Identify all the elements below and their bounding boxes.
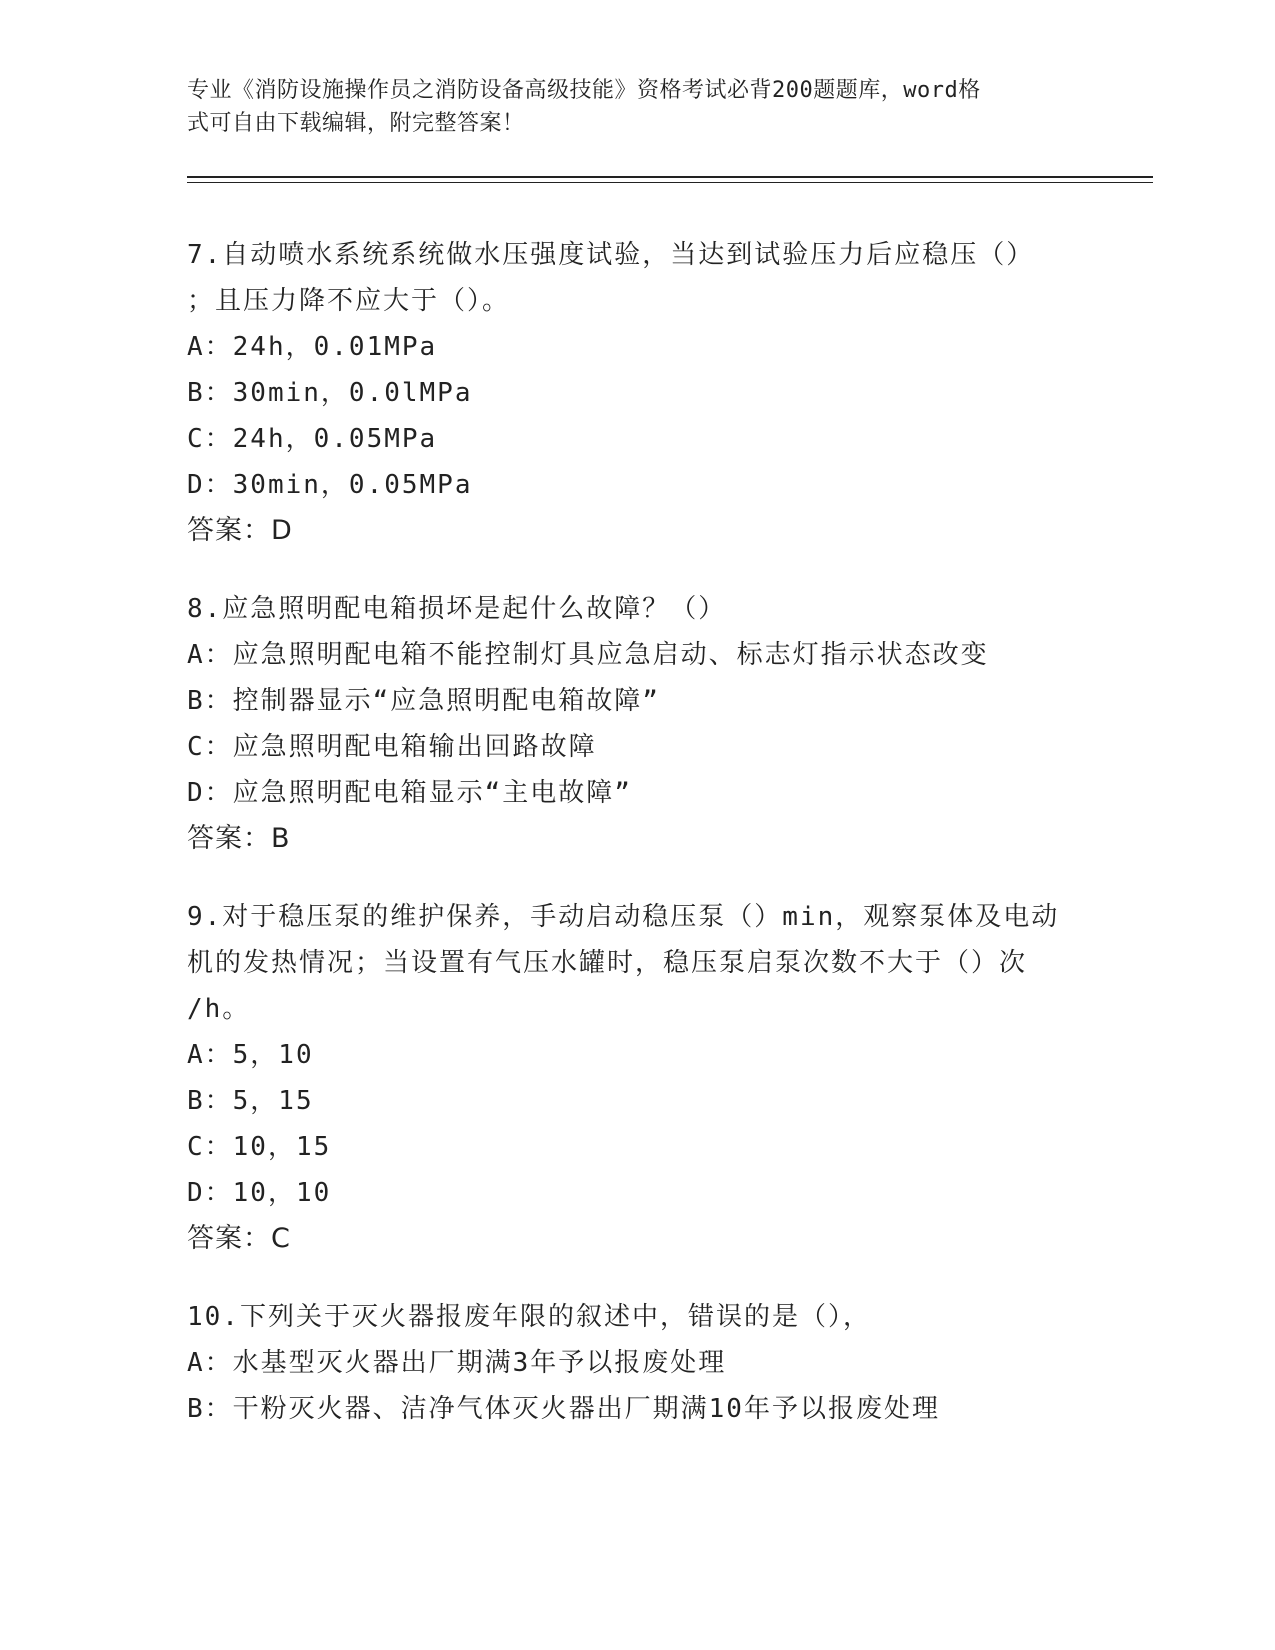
option-b: B：控制器显示“应急照明配电箱故障” bbox=[187, 686, 660, 716]
question-stem: ；且压力降不应大于（）。 bbox=[187, 286, 511, 316]
option-b: B：5，15 bbox=[187, 1086, 314, 1116]
option-a: A：水基型灭火器出厂期满3年予以报废处理 bbox=[187, 1348, 727, 1378]
option-d: D：10，10 bbox=[187, 1178, 332, 1208]
question-list bbox=[187, 232, 1087, 1464]
option-a: A：24h，0.01MPa bbox=[187, 332, 438, 362]
option-d: D：应急照明配电箱显示“主电故障” bbox=[187, 778, 632, 808]
option-c: C：应急照明配电箱输出回路故障 bbox=[187, 732, 597, 762]
answer: 答案：B bbox=[187, 823, 291, 854]
question-stem: 10.下列关于灭火器报废年限的叙述中，错误的是（）， bbox=[187, 1302, 871, 1332]
option-c: C：10，15 bbox=[187, 1132, 332, 1162]
option-a: A：5，10 bbox=[187, 1040, 314, 1070]
document-header bbox=[187, 74, 1087, 140]
header-divider-thick bbox=[187, 176, 1153, 178]
option-c: C：24h，0.05MPa bbox=[187, 424, 438, 454]
question-10 bbox=[187, 1294, 1087, 1432]
answer: 答案：D bbox=[187, 515, 293, 546]
header-divider-thin bbox=[187, 182, 1153, 183]
question-stem: 9.对于稳压泵的维护保养，手动启动稳压泵（）min，观察泵体及电动 bbox=[187, 902, 1060, 932]
question-stem: /h。 bbox=[187, 994, 251, 1024]
option-a: A：应急照明配电箱不能控制灯具应急启动、标志灯指示状态改变 bbox=[187, 640, 989, 670]
question-stem: 8.应急照明配电箱损坏是起什么故障？（） bbox=[187, 594, 727, 624]
question-stem: 机的发热情况；当设置有气压水罐时，稳压泵启泵次数不大于（）次 bbox=[187, 948, 1028, 978]
question-9 bbox=[187, 894, 1087, 1262]
option-b: B：干粉灭火器、洁净气体灭火器出厂期满10年予以报废处理 bbox=[187, 1394, 940, 1424]
question-8 bbox=[187, 586, 1087, 862]
option-b: B：30min，0.0lMPa bbox=[187, 378, 473, 408]
header-line-2: 式可自由下载编辑，附完整答案！ bbox=[187, 111, 525, 136]
question-stem: 7.自动喷水系统系统做水压强度试验，当达到试验压力后应稳压（） bbox=[187, 240, 1035, 270]
question-7 bbox=[187, 232, 1087, 554]
header-line-1: 专业《消防设施操作员之消防设备高级技能》资格考试必背200题题库，word格 bbox=[187, 78, 981, 103]
answer: 答案：C bbox=[187, 1223, 291, 1254]
option-d: D：30min，0.05MPa bbox=[187, 470, 473, 500]
